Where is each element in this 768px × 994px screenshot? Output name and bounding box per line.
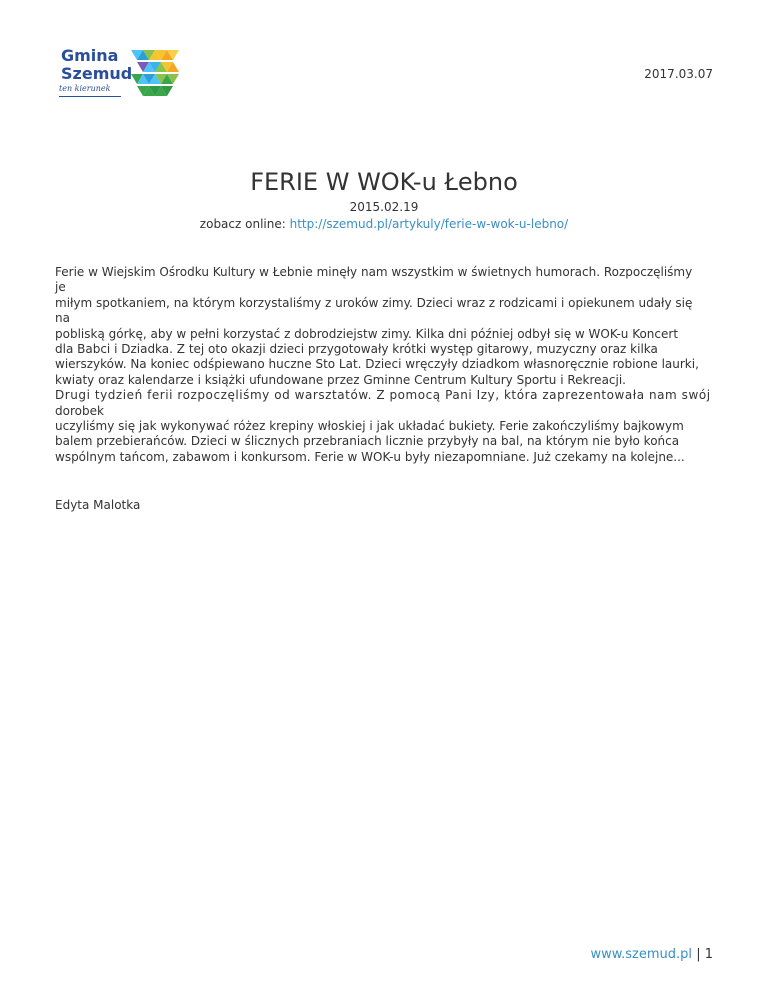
article-author: Edyta Malotka [55, 498, 141, 512]
logo-text-gmina: Gmina [61, 46, 119, 65]
online-article-link[interactable]: http://szemud.pl/artykuly/ferie-w-wok-u-lebno/ [289, 217, 569, 231]
logo-triangles-icon [129, 48, 189, 100]
article-line: dorobek [55, 403, 104, 418]
article-line: dla Babci i Dziadka. Z tej oto okazji dzieci przygotowały krótki występ gitarowy, muzyczny oraz kilka [55, 342, 658, 357]
page-footer [590, 947, 713, 962]
article-line: uczyliśmy się jak wykonywać różez krepiny włoskiej i jak układać bukiety. Ferie zakończyliśmy bajkowym [55, 419, 684, 434]
article-line: wspólnym tańcom, zabawom i konkursom. Ferie w WOK-u były niezapomniane. Już czekamy na kolejne... [55, 449, 685, 464]
article-title: FERIE W WOK-u Łebno [250, 168, 518, 196]
page-number: 1 [704, 947, 713, 962]
article-line: kwiaty oraz kalendarze i książki ufundowane przez Gminne Centrum Kultury Sportu i Rekreacji. [55, 372, 626, 387]
document-date: 2017.03.07 [644, 67, 713, 81]
publication-date: 2015.02.19 [349, 200, 419, 214]
article-line: miłym spotkaniem, na którym korzystaliśmy z uroków zimy. Dzieci wraz z rodzicami i opiekunem udały się [55, 295, 693, 310]
gmina-szemud-logo [57, 45, 197, 103]
online-link-line [0, 217, 768, 231]
article-line: Ferie w Wiejskim Ośrodku Kultury w Łebnie minęły nam wszystkim w świetnych humorach. Rozpoczęliśmy [55, 265, 693, 279]
article-line: pobliską górkę, aby w pełni korzystać z dobrodziejstw zimy. Kilka dni później odbył się w WOK-u Koncert [55, 326, 679, 341]
article-line: na [55, 311, 70, 326]
article-line: balem przebierańców. Dzieci w ślicznych przebraniach licznie przybyły na bal, na którym nie było końca [55, 434, 680, 449]
article-line: Drugi tydzień ferii rozpoczęliśmy od warsztatów. Z pomocą Pani Izy, która zaprezentowała nam swój [55, 388, 711, 403]
online-link-label: zobacz online: [199, 217, 286, 231]
logo-tagline: ten kierunek [59, 84, 111, 93]
footer-site-link[interactable]: www.szemud.pl [590, 947, 693, 962]
article-line: wierszyków. Na koniec odśpiewano huczne Sto Lat. Dzieci wręczyły dziadkom własnoręcznie robione laurki, [55, 357, 699, 372]
article-line: je [55, 280, 66, 295]
article-body [55, 265, 719, 465]
footer-separator: | [696, 947, 701, 962]
logo-underline [59, 96, 121, 97]
logo-text-szemud: Szemud [61, 64, 133, 83]
